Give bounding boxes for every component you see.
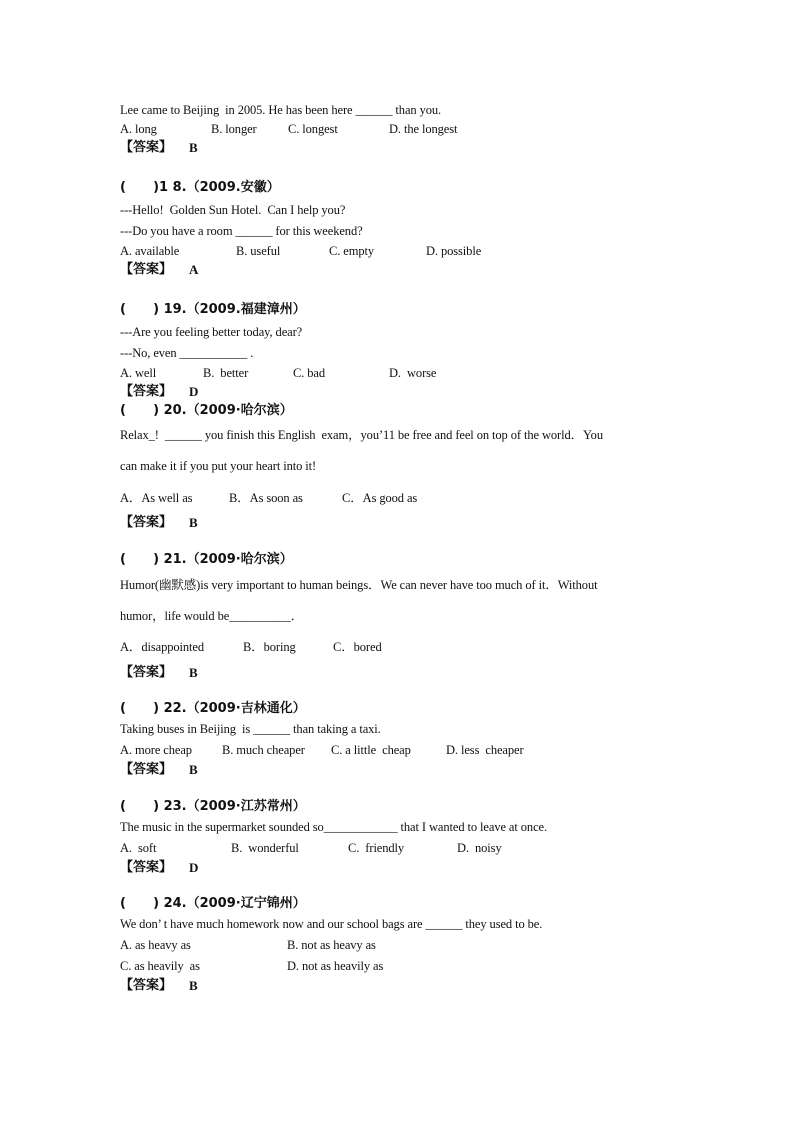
q17-option-c: C. longest [288, 122, 338, 136]
q24-answer-label: 【答案】 [120, 978, 173, 993]
q20-answer-label: 【答案】 [120, 515, 173, 530]
q21-option-c: C．bored [333, 640, 382, 654]
question-19-heading: ( ) 19.（2009.福建漳州） [120, 302, 306, 317]
q17-option-d: D. the longest [389, 122, 458, 136]
q20-option-c: C．As good as [342, 491, 418, 505]
question-18-line-2: ---Do you have a room ______ for this weekend? [120, 224, 363, 238]
q18-answer-label: 【答案】 [120, 262, 173, 277]
q24-option-a: A. as heavy as [120, 938, 191, 952]
question-23-line-1: The music in the supermarket sounded so____________ that I wanted to leave at once. [120, 820, 548, 834]
question-23-heading: ( ) 23.（2009·江苏常州） [120, 799, 306, 814]
q18-option-d: D. possible [426, 244, 482, 258]
q20-option-a: A．As well as [120, 491, 193, 505]
q19-option-d: D. worse [389, 366, 437, 380]
q19-option-c: C. bad [293, 366, 326, 380]
question-21-line-1: Humor(幽默感)is very important to human beings．We can never have too much of it．Without [120, 578, 598, 592]
question-24-line-1: We don’ t have much homework now and our school bags are ______ they used to be. [120, 917, 543, 931]
q23-answer-value: D [189, 860, 199, 875]
question-19-line-2: ---No, even ___________ . [120, 346, 254, 360]
question-18-line-1: ---Hello! Golden Sun Hotel. Can I help you? [120, 203, 346, 217]
q23-option-d: D. noisy [457, 841, 502, 855]
question-21-line-2: humor，life would be__________． [120, 609, 304, 623]
q17-option-a: A. long [120, 122, 157, 136]
q22-option-b: B. much cheaper [222, 743, 305, 757]
q19-option-a: A. well [120, 366, 157, 380]
q19-answer-value: D [189, 384, 199, 399]
q18-option-a: A. available [120, 244, 180, 258]
q24-option-b: B. not as heavy as [287, 938, 376, 952]
q22-option-d: D. less cheaper [446, 743, 524, 757]
q23-option-a: A. soft [120, 841, 157, 855]
question-20-line-1: Relax_! ______ you finish this English exam，you’11 be free and feel on top of the world．You [120, 428, 603, 442]
q22-option-c: C. a little cheap [331, 743, 411, 757]
q20-answer-value: B [189, 515, 198, 530]
q24-option-d: D. not as heavily as [287, 959, 384, 973]
q21-option-a: A．disappointed [120, 640, 205, 654]
q23-answer-label: 【答案】 [120, 860, 173, 875]
question-19-line-1: ---Are you feeling better today, dear? [120, 325, 303, 339]
q21-answer-label: 【答案】 [120, 665, 173, 680]
q19-option-b: B. better [203, 366, 249, 380]
q17-option-b: B. longer [211, 122, 257, 136]
q21-option-b: B．boring [243, 640, 296, 654]
question-24-heading: ( ) 24.（2009·辽宁锦州） [120, 896, 306, 911]
q23-option-c: C. friendly [348, 841, 405, 855]
q20-option-b: B．As soon as [229, 491, 303, 505]
q22-answer-value: B [189, 762, 198, 777]
question-22-heading: ( ) 22.（2009·吉林通化） [120, 701, 306, 716]
question-18-heading: ( )1 8.（2009.安徽） [120, 180, 280, 195]
q22-option-a: A. more cheap [120, 743, 192, 757]
q22-answer-label: 【答案】 [120, 762, 173, 777]
q24-answer-value: B [189, 978, 198, 993]
question-20-line-2: can make it if you put your heart into it! [120, 459, 317, 473]
question-22-line-1: Taking buses in Beijing is ______ than taking a taxi. [120, 722, 381, 736]
q21-answer-value: B [189, 665, 198, 680]
question-21-heading: ( ) 21.（2009·哈尔滨） [120, 552, 293, 567]
q24-option-c: C. as heavily as [120, 959, 200, 973]
q18-answer-value: A [189, 262, 199, 277]
q23-option-b: B. wonderful [231, 841, 299, 855]
q18-option-b: B. useful [236, 244, 281, 258]
q18-option-c: C. empty [329, 244, 375, 258]
q17-answer-value: B [189, 140, 198, 155]
question-17-stem: Lee came to Beijing in 2005. He has been here ______ than you. [120, 103, 442, 117]
q17-answer-label: 【答案】 [120, 140, 173, 155]
question-20-heading: ( ) 20.（2009·哈尔滨） [120, 403, 293, 418]
q19-answer-label: 【答案】 [120, 384, 173, 399]
